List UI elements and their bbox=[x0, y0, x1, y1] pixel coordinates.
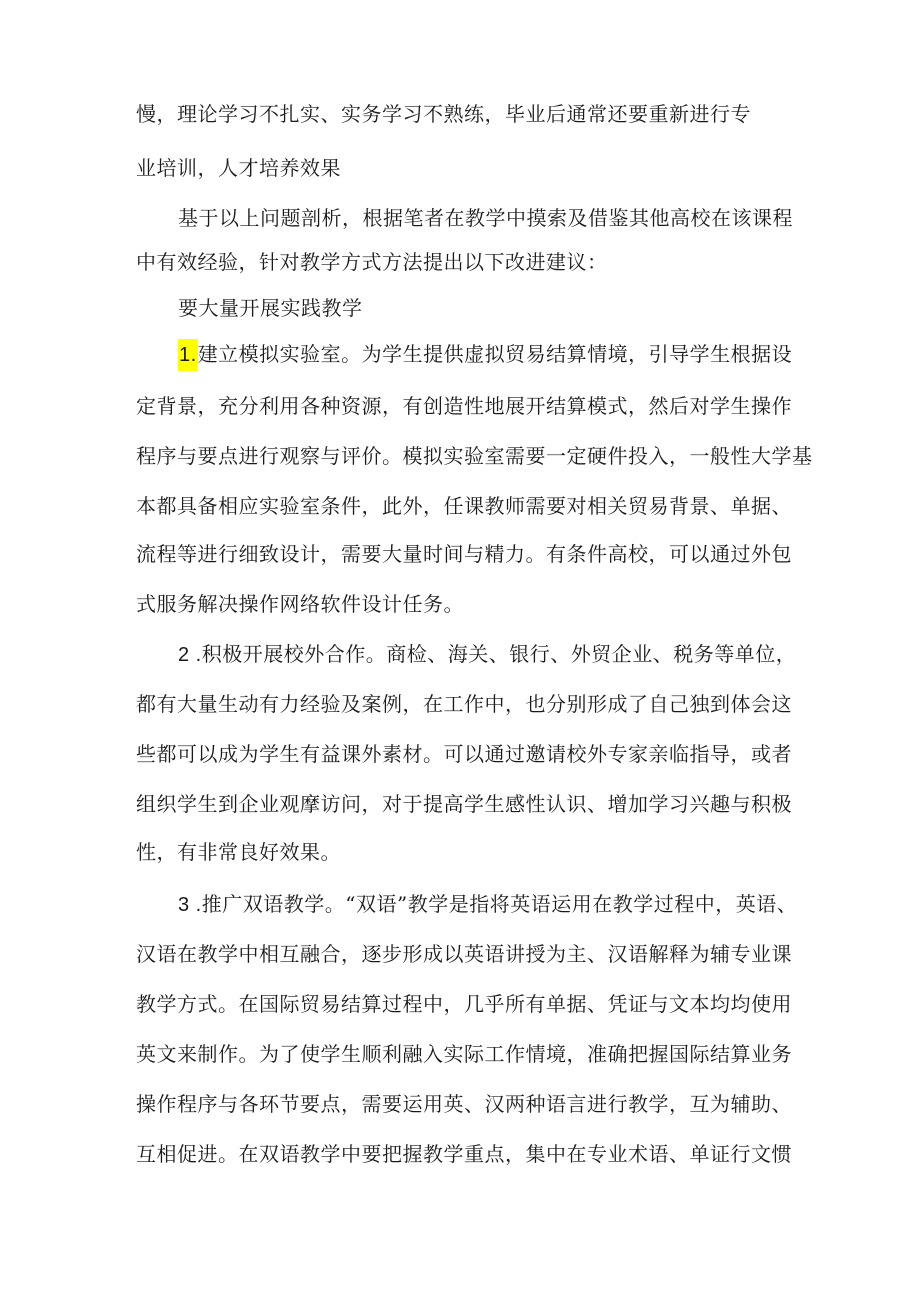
text-line: 互相促进。在双语教学中要把握教学重点，集中在专业术语、单证行文惯 bbox=[136, 1142, 792, 1166]
list-item-1-first-line bbox=[178, 342, 792, 371]
text-line: 流程等进行细致设计，需要大量时间与精力。有条件高校，可以通过外包 bbox=[136, 542, 792, 566]
list-number: 3 . bbox=[178, 894, 202, 916]
text-line: 组织学生到企业观摩访问，对于提高学生感性认识、增加学习兴趣与积极 bbox=[136, 792, 792, 816]
list-number-highlight: 1. bbox=[178, 339, 198, 371]
text-line: 业培训，人才培养效果 bbox=[136, 156, 341, 180]
text-line: 英文来制作。为了使学生顺利融入实际工作情境，准确把握国际结算业务 bbox=[136, 1042, 792, 1066]
text-line: 程序与要点进行观察与评价。模拟实验室需要一定硬件投入，一般性大学基 bbox=[136, 444, 813, 468]
list-item-2-first-line bbox=[178, 642, 796, 667]
text-line: 式服务解决操作网络软件设计任务。 bbox=[136, 592, 464, 616]
text-span: 积极开展校外合作。商检、海关、银行、外贸企业、税务等单位， bbox=[201, 642, 797, 666]
text-line: 慢，理论学习不扎实、实务学习不熟练，毕业后通常还要重新进行专 bbox=[136, 102, 751, 126]
list-item-3-first-line bbox=[178, 892, 797, 917]
text-line: 汉语在教学中相互融合，逐步形成以英语讲授为主、汉语解释为辅专业课 bbox=[136, 942, 792, 966]
section-heading: 要大量开展实践教学 bbox=[178, 296, 363, 320]
text-line: 定背景，充分利用各种资源，有创造性地展开结算模式，然后对学生操作 bbox=[136, 394, 792, 418]
text-line: 都有大量生动有力经验及案例，在工作中，也分别形成了自己独到体会这 bbox=[136, 692, 792, 716]
list-number: 2 . bbox=[178, 644, 202, 666]
text-line: 教学方式。在国际贸易结算过程中，几乎所有单据、凭证与文本均均使用 bbox=[136, 992, 792, 1016]
text-span: 建立模拟实验室。为学生提供虚拟贸易结算情境，引导学生根据设 bbox=[197, 342, 793, 366]
text-line: 中有效经验，针对教学方式方法提出以下改进建议： bbox=[136, 250, 608, 274]
text-span: 推广双语教学。“双语”教学是指将英语运用在教学过程中，英语、 bbox=[201, 892, 798, 916]
text-line: 基于以上问题剖析，根据笔者在教学中摸索及借鉴其他高校在该课程 bbox=[178, 206, 793, 230]
text-line: 些都可以成为学生有益课外素材。可以通过邀请校外专家亲临指导，或者 bbox=[136, 742, 792, 766]
text-line: 本都具备相应实验室条件，此外，任课教师需要对相关贸易背景、单据、 bbox=[136, 494, 792, 518]
text-line: 操作程序与各环节要点，需要运用英、汉两种语言进行教学，互为辅助、 bbox=[136, 1092, 792, 1116]
text-line: 性，有非常良好效果。 bbox=[136, 840, 341, 864]
